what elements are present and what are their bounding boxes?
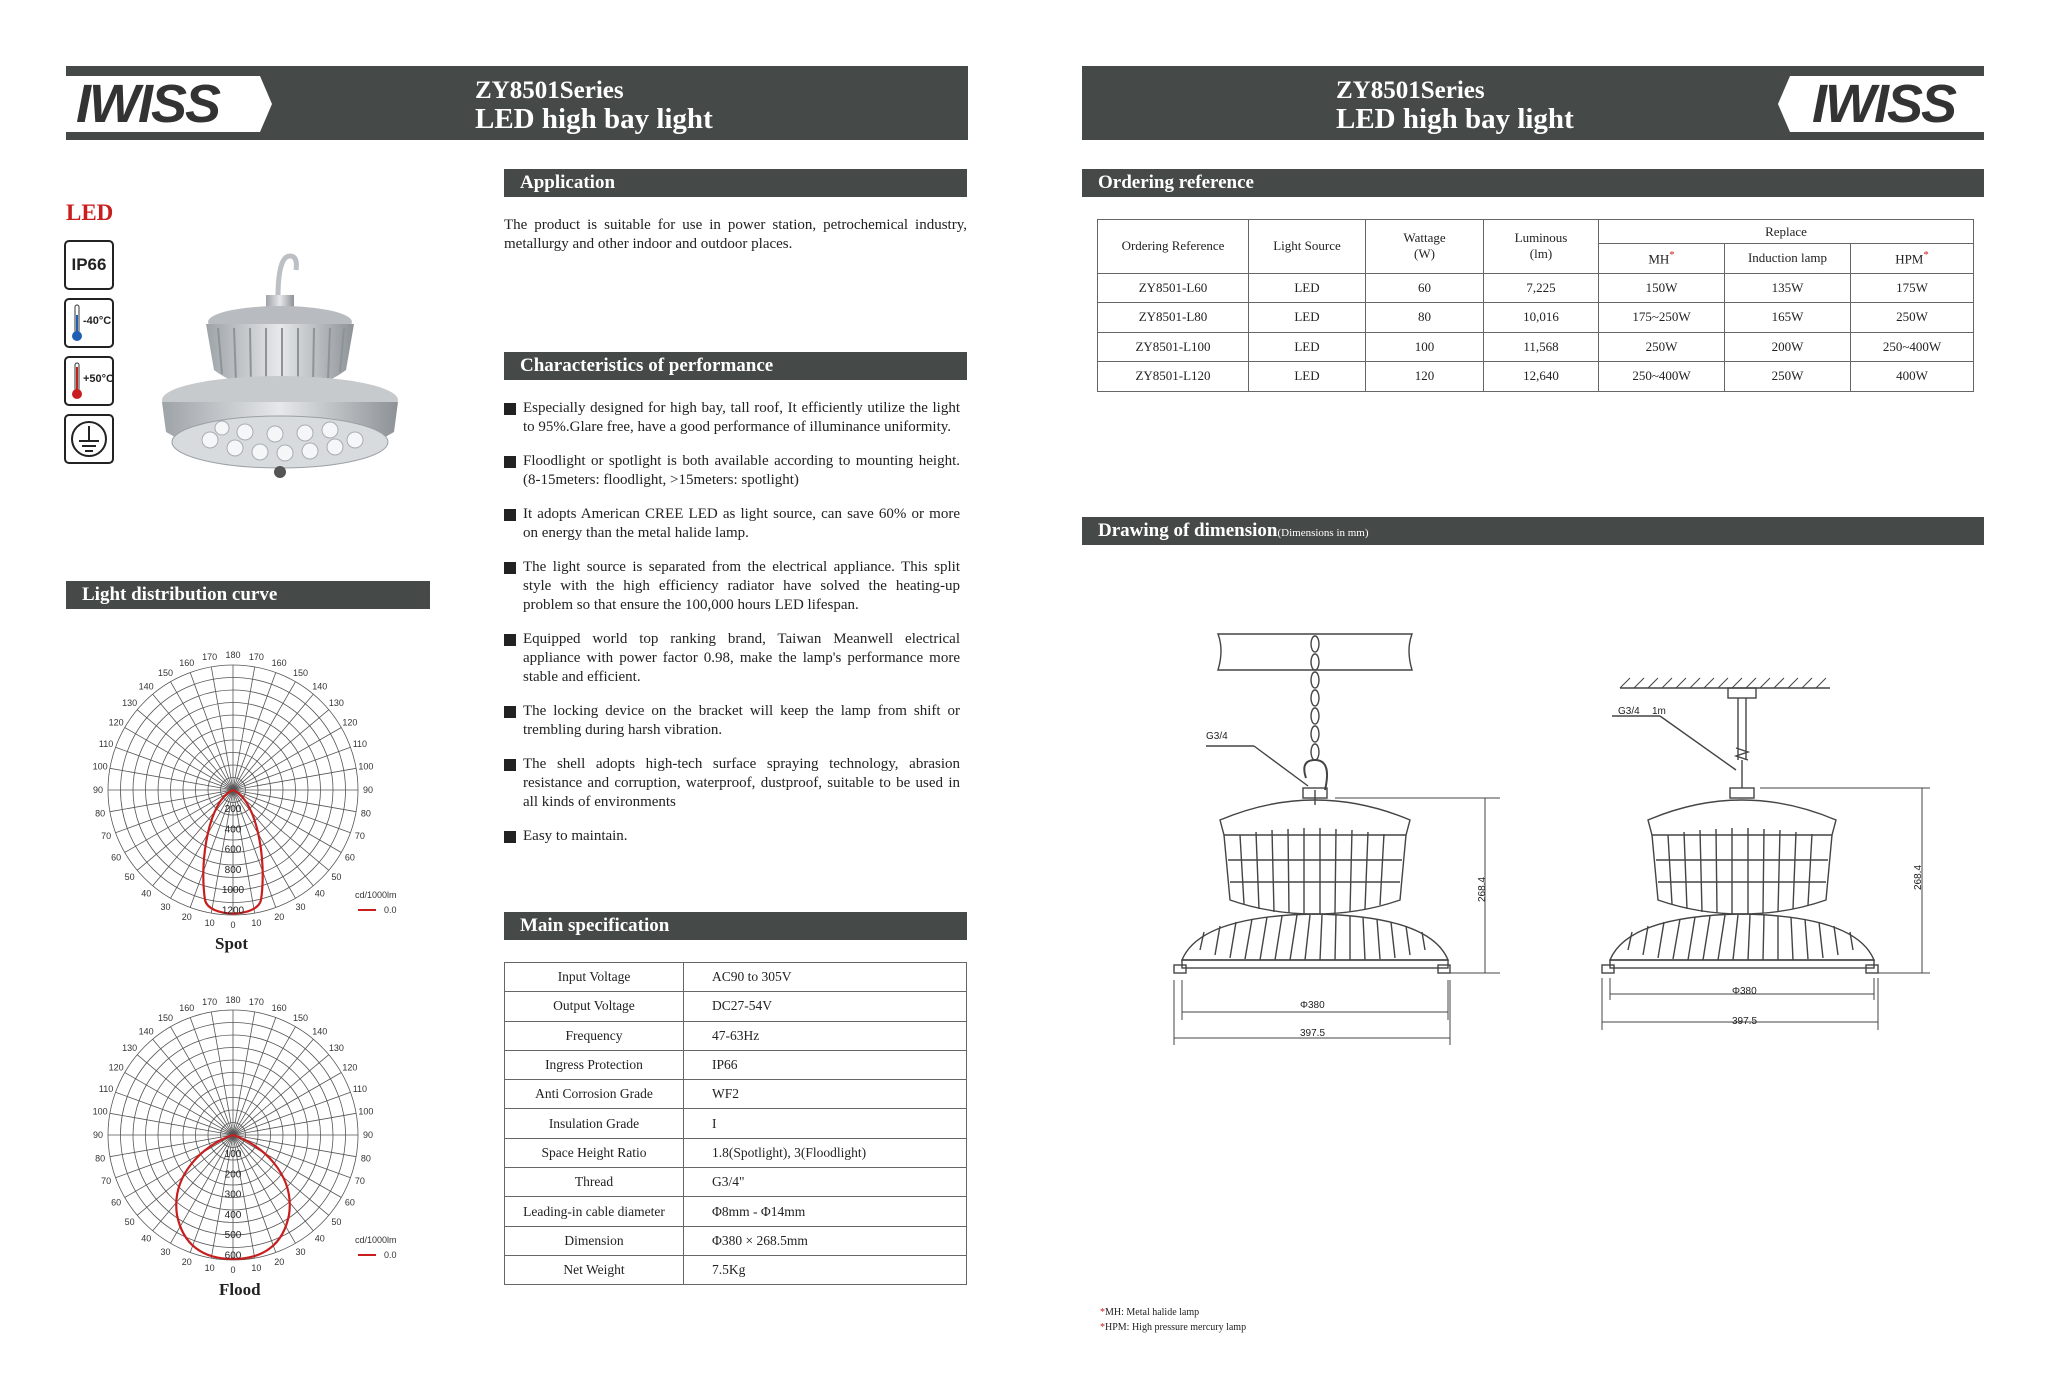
angle-label: 30 [160,1246,171,1257]
table-header-row: MH* Induction lamp HPM* [1098,244,1974,274]
light-distribution-section-title: Light distribution curve [66,581,430,609]
spot-label: Spot [215,934,249,953]
angle-label: 130 [328,698,344,709]
angle-label: 150 [157,668,174,679]
angle-label: 40 [141,1233,152,1244]
ring-value-label: 200 [224,804,242,816]
angle-label: 140 [312,1026,328,1037]
inner-diameter-label: Φ380 [1732,986,1757,997]
angle-label: 110 [352,738,368,749]
angle-label: 170 [202,652,218,663]
angle-label: 120 [108,717,124,728]
brand-logo-text: IWISS [76,74,220,134]
angle-label: 40 [314,1233,325,1244]
table-row: Output Voltage DC27-54V [505,992,967,1021]
angle-label: 160 [271,1003,287,1014]
angle-label: 70 [354,1176,365,1187]
angle-label: 120 [342,1062,358,1073]
ordering-table [1097,219,1974,392]
ring-value-label: 400 [224,1209,242,1221]
thermometer-cold-icon: -40°C [64,298,114,348]
dimension-drawing-pendant [1590,660,1930,1040]
angle-label: 100 [358,761,374,772]
brand-logo-text: IWISS [1812,74,1956,134]
height-dimension-label: 268.4 [1477,876,1489,903]
angle-label: 80 [95,808,106,819]
footnote-mh: *MH: Metal halide lamp [1100,1307,1200,1318]
application-section-title: Application [504,169,967,197]
ring-value-label: 400 [224,824,242,836]
series-title-left: ZY8501Series [475,77,624,104]
angle-label: 20 [181,1256,192,1267]
product-title-right: LED high bay light [1336,103,1574,135]
drawing-section-title: Drawing of dimension(Dimensions in mm) [1082,517,1984,545]
angle-label: 130 [122,1043,138,1054]
table-row: Insulation Grade I [505,1109,967,1138]
angle-label: 90 [92,1130,104,1140]
angle-label: 80 [95,1153,106,1164]
angle-label: 10 [204,1262,215,1273]
angle-label: 70 [354,831,365,842]
table-row: ZY8501-L100 LED 100 11,568 250W 200W 250~400W [1098,332,1974,362]
characteristic-item: Especially designed for high bay, tall roof, It efficiently utilize the light to 95%.Glare free, have a good performance of illuminance uniformity. [504,399,960,437]
ring-value-label: 500 [224,1230,242,1241]
thread-label: G3/4 [1206,731,1228,742]
ordering-reference-section-title: Ordering reference [1082,169,1984,197]
ip66-icon: IP66 [64,240,114,290]
spec-table [504,962,967,1285]
cable-length-label: 1m [1652,706,1666,717]
angle-label: 150 [292,1013,309,1024]
angle-label: 150 [157,1013,174,1024]
angle-label: 10 [251,917,262,928]
table-row: Leading-in cable diameter Φ8mm - Φ14mm [505,1197,967,1226]
thermometer-hot-icon: +50°C [64,356,114,406]
angle-label: 160 [179,1003,195,1014]
characteristic-item: The light source is separated from the electrical appliance. This split style with the high efficiency radiator have solved the heating-up problem so that ensure the 100,000 hours LED lifespan. [504,558,960,615]
angle-label: 80 [360,808,371,819]
spot-distribution-curve [80,640,480,930]
characteristic-item: Floodlight or spotlight is both available according to mounting height. (8-15meters: floodlight, >15meters: spotlight) [504,452,960,490]
series-title-right: ZY8501Series [1336,77,1485,104]
angle-label: 30 [160,901,171,912]
ring-value-label: 600 [224,1250,242,1262]
angle-label: 60 [111,852,122,863]
angle-label: 100 [92,1106,108,1117]
flood-label: Flood [219,1280,261,1299]
table-row: Frequency 47-63Hz [505,1021,967,1050]
application-text: The product is suitable for use in power station, petrochemical industry, metallurgy and other indoor and outdoor places. [504,217,967,252]
angle-label: 100 [92,761,108,772]
angle-label: 40 [141,888,152,899]
angle-label: 130 [122,698,138,709]
ring-value-label: 1000 [221,885,245,896]
angle-label: 130 [328,1043,344,1054]
characteristic-item: It adopts American CREE LED as light source, can save 60% or more on energy than the metal halide lamp. [504,505,960,543]
table-row: Space Height Ratio 1.8(Spotlight), 3(Floodlight) [505,1138,967,1167]
angle-label: 90 [362,785,374,795]
outer-diameter-label: 397.5 [1732,1016,1758,1027]
angle-label: 170 [248,997,264,1008]
angle-label: 20 [274,911,285,922]
table-header-row: Ordering Reference Light Source Wattage (W) Luminous (lm) Replace [1098,220,1974,244]
table-row: Net Weight 7.5Kg [505,1255,967,1284]
table-row: ZY8501-L60 LED 60 7,225 150W 135W 175W [1098,273,1974,303]
main-specification-section-title: Main specification [504,912,967,940]
ring-value-label: 1200 [221,905,245,917]
angle-label: 50 [331,1216,342,1227]
ring-value-label: 800 [224,864,242,876]
led-label: LED [66,200,114,225]
angle-label: 180 [225,995,241,1005]
characteristic-item: Easy to maintain. [504,827,960,846]
angle-label: 160 [179,658,195,669]
product-title-left: LED high bay light [475,103,713,135]
table-row: Input Voltage AC90 to 305V [505,963,967,992]
dimension-drawing-chain [1160,620,1500,1050]
brand-logo-left [60,70,290,138]
angle-label: 20 [181,911,192,922]
angle-label: 150 [292,668,309,679]
angle-label: 0 [230,1265,236,1275]
ground-icon [64,414,114,464]
angle-label: 140 [138,1026,154,1037]
inner-diameter-label: Φ380 [1300,1000,1325,1011]
angle-label: 90 [362,1130,374,1140]
angle-label: 120 [342,717,358,728]
angle-label: 20 [274,1256,285,1267]
product-image [150,250,420,500]
angle-label: 40 [314,888,325,899]
legend-value: 0.0 [384,1250,397,1260]
angle-label: 160 [271,658,287,669]
angle-label: 110 [98,738,114,749]
legend-value: 0.0 [384,905,397,915]
brand-logo-right [1760,70,1990,138]
angle-label: 90 [92,785,104,795]
table-row: Thread G3/4" [505,1168,967,1197]
legend-unit: cd/1000lm [355,1235,397,1245]
table-row: Ingress Protection IP66 [505,1050,967,1079]
angle-label: 120 [108,1062,124,1073]
angle-label: 140 [138,681,154,692]
table-row: Anti Corrosion Grade WF2 [505,1080,967,1109]
angle-label: 30 [295,901,306,912]
angle-label: 170 [248,652,264,663]
footnote-hpm: *HPM: High pressure mercury lamp [1100,1322,1247,1333]
angle-label: 50 [124,1216,135,1227]
table-row: ZY8501-L120 LED 120 12,640 250~400W 250W 400W [1098,362,1974,392]
angle-label: 110 [98,1083,114,1094]
ring-value-label: 300 [224,1189,242,1201]
ring-value-label: 100 [224,1149,242,1161]
angle-label: 10 [251,1262,262,1273]
angle-label: 60 [344,852,355,863]
angle-label: 60 [344,1197,355,1208]
angle-label: 0 [230,920,236,930]
angle-label: 30 [295,1246,306,1257]
angle-label: 180 [225,650,241,660]
table-row: ZY8501-L80 LED 80 10,016 175~250W 165W 250W [1098,303,1974,333]
angle-label: 50 [124,871,135,882]
flood-distribution-curve [80,985,480,1275]
characteristic-item: The locking device on the bracket will keep the lamp from shift or trembling during harsh vibration. [504,702,960,740]
table-row: Dimension Φ380 × 268.5mm [505,1226,967,1255]
angle-label: 70 [101,831,112,842]
angle-label: 80 [360,1153,371,1164]
angle-label: 10 [204,917,215,928]
thread-label: G3/4 [1618,706,1640,717]
angle-label: 110 [352,1083,368,1094]
characteristics-section-title: Characteristics of performance [504,352,967,380]
angle-label: 140 [312,681,328,692]
characteristic-item: The shell adopts high-tech surface spraying technology, abrasion resistance and corruption, waterproof, dustproof, suitable to be used in all kinds of environments [504,755,960,812]
angle-label: 70 [101,1176,112,1187]
outer-diameter-label: 397.5 [1300,1028,1326,1039]
angle-label: 100 [358,1106,374,1117]
ring-value-label: 600 [224,844,242,856]
legend-unit: cd/1000lm [355,890,397,900]
height-dimension-label: 268.4 [1913,864,1925,891]
angle-label: 60 [111,1197,122,1208]
characteristic-item: Equipped world top ranking brand, Taiwan Meanwell electrical appliance with power factor 0.98, make the lamp's performance more stable and efficient. [504,630,960,687]
ring-value-label: 200 [224,1169,242,1181]
angle-label: 50 [331,871,342,882]
angle-label: 170 [202,997,218,1008]
